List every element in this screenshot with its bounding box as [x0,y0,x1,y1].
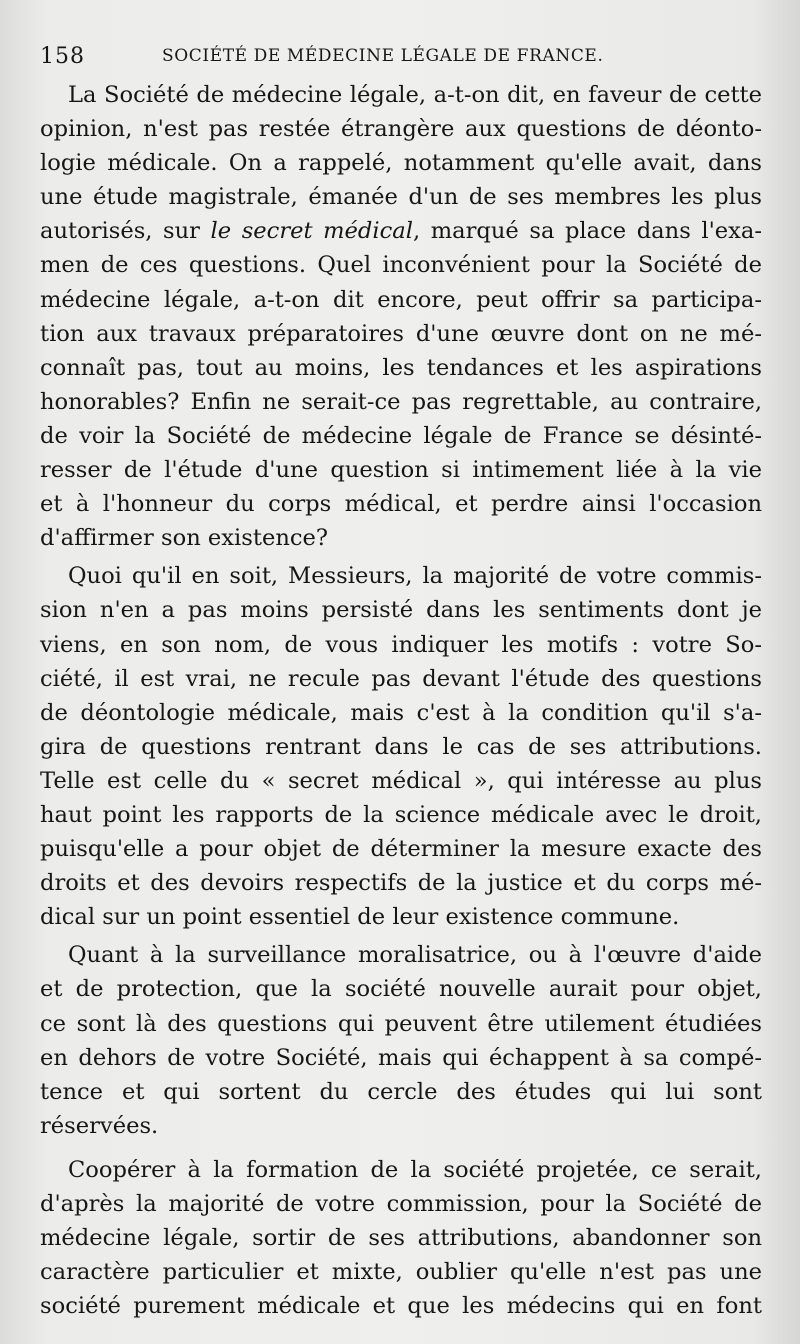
text-line: resser de l'étude d'une question si intimement liée à la vie [40,457,762,484]
text-line: caractère particulier et mixte, oublier qu'elle n'est pas une [40,1259,762,1286]
text-line: société purement médicale et que les médecins qui en font [40,1293,762,1320]
text-line: logie médicale. On a rappelé, notamment qu'elle avait, dans [40,150,762,177]
text-line: honorables? Enfin ne serait-ce pas regrettable, au contraire, [40,388,762,415]
text-line: Quoi qu'il en soit, Messieurs, la majorité de votre commis- [68,563,762,590]
running-head: SOCIÉTÉ DE MÉDECINE LÉGALE DE FRANCE. [162,46,604,66]
text-line: sion n'en a pas moins persisté dans les sentiments dont je [40,597,762,624]
text-line: ce sont là des questions qui peuvent être utilement étudiées [40,1010,762,1037]
text-line: puisqu'elle a pour objet de déterminer la mesure exacte des [40,836,762,863]
text-line: dical sur un point essentiel de leur existence commune. [40,904,680,931]
text-line-with-italic [40,214,762,248]
text-line: et à l'honneur du corps médical, et perdre ainsi l'occasion [40,491,762,518]
text-line: de voir la Société de médecine légale de France se désinté- [40,422,762,449]
page-number: 158 [40,44,85,69]
text-segment: , marqué sa place dans l'exa- [412,218,762,245]
paragraph-1 [40,78,762,555]
text-line: droits et des devoirs respectifs de la justice et du corps mé- [40,870,762,897]
text-line: et de protection, que la société nouvelle aurait pour objet, [40,976,762,1003]
paragraph-2 [40,559,762,934]
paragraph-4 [40,1153,762,1323]
text-line: tence et qui sortent du cercle des études qui lui sont [40,1078,762,1105]
text-line: médecine légale, sortir de ses attributions, abandonner son [40,1225,762,1252]
body-text [40,78,762,1327]
text-segment: autorisés, sur [40,218,211,245]
text-line: Quant à la surveillance moralisatrice, ou à l'œuvre d'aide [68,942,762,969]
italic-phrase: le secret médical [210,218,413,245]
text-line: viens, en son nom, de vous indiquer les motifs : votre So- [40,631,762,658]
text-line: une étude magistrale, émanée d'un de ses membres les plus [40,184,762,211]
paragraph-3 [40,938,762,1143]
text-line: La Société de médecine légale, a-t-on dit, en faveur de cette [68,82,762,108]
text-line: men de ces questions. Quel inconvénient pour la Société de [40,252,762,279]
text-line: réservées. [40,1112,159,1139]
text-line: haut point les rapports de la science médicale avec le droit, [40,801,762,828]
text-line: d'affirmer son existence? [40,525,329,552]
text-line: d'après la majorité de votre commission, pour la Société de [40,1191,762,1217]
text-line: tion aux travaux préparatoires d'une œuvre dont on ne mé- [40,320,762,347]
text-line: ciété, il est vrai, ne recule pas devant l'étude des questions [40,665,762,692]
text-line: gira de questions rentrant dans le cas de ses attributions. [40,733,762,760]
text-line: opinion, n'est pas restée étrangère aux questions de déonto- [40,116,762,143]
text-line: médecine légale, a-t-on dit encore, peut offrir sa participa- [40,286,762,313]
page-header [40,42,760,72]
text-line: en dehors de votre Société, mais qui échappent à sa compé- [40,1044,762,1071]
text-line: Telle est celle du « secret médical », qui intéresse au plus [40,767,762,794]
text-line: connaît pas, tout au moins, les tendances et les aspirations [40,354,762,381]
text-line: Coopérer à la formation de la société projetée, ce serait, [68,1156,762,1183]
text-line: de déontologie médicale, mais c'est à la condition qu'il s'a- [40,699,762,726]
